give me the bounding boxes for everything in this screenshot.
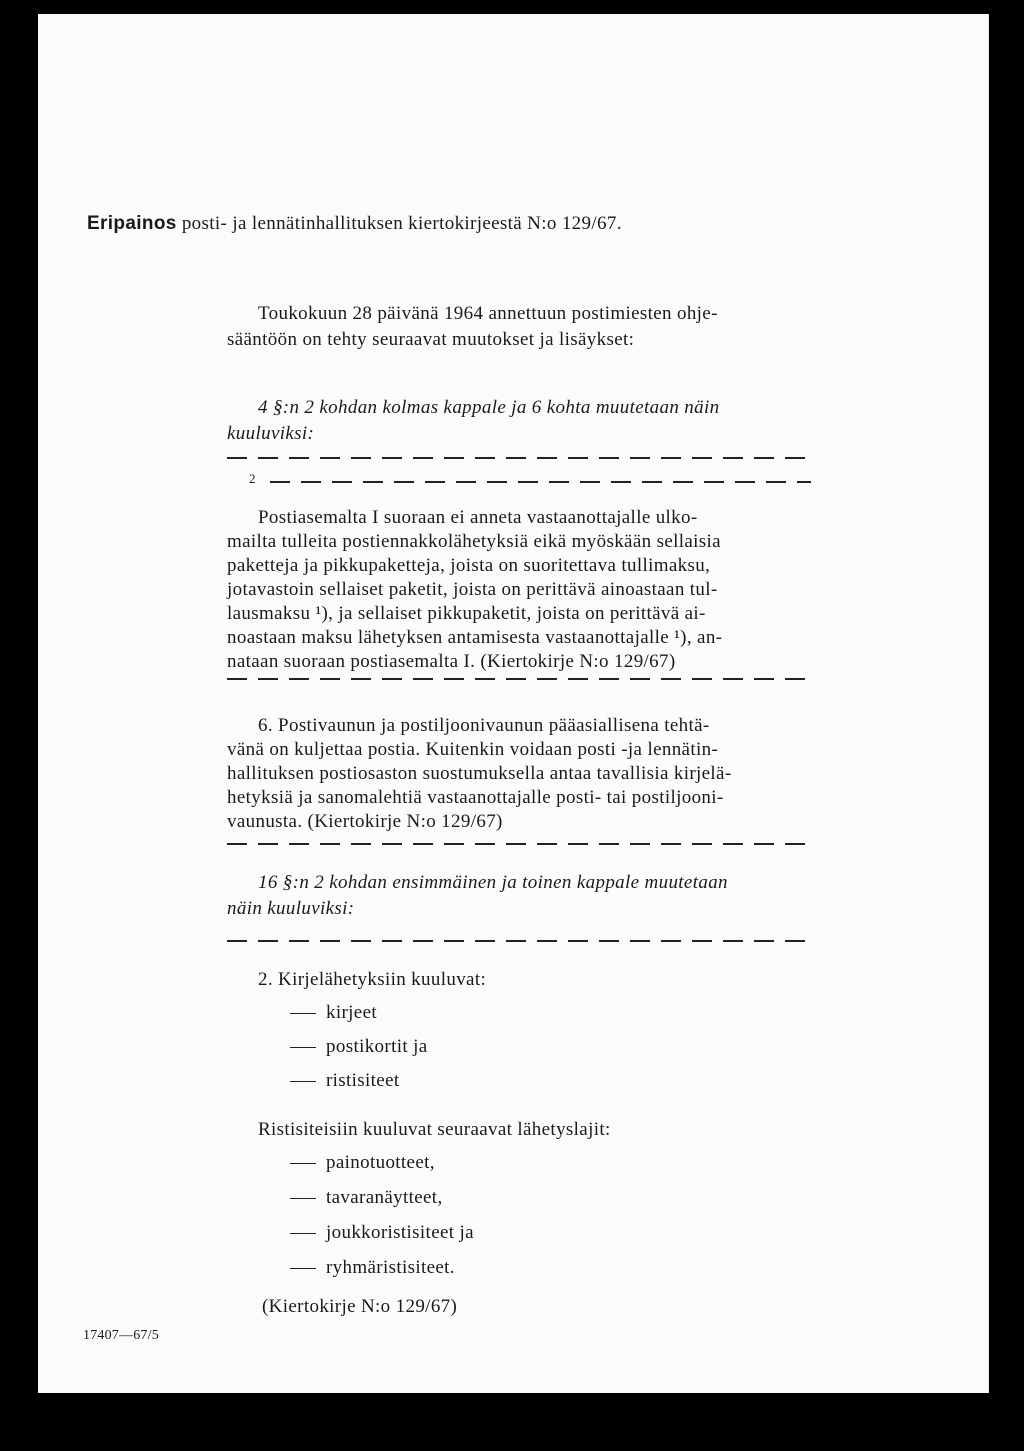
list-item-label: ristisiteet [326,1070,400,1091]
header-line [87,212,622,236]
header-text: posti- ja lennätinhallituksen kiertokirjeestä N:o 129/67. [176,213,622,234]
list-item-label: tavaranäytteet, [326,1187,443,1208]
paragraph-line: vänä on kuljettaa postia. Kuitenkin voidaan posti -ja lennätin- [227,739,719,760]
separator-dashes [270,481,811,483]
section16-subtitle: Ristisiteisiin kuuluvat seuraavat lähetyslajit: [258,1119,611,1140]
list-item [290,1069,400,1093]
paragraph-line: 6. Postivaunun ja postiljoonivaunun pääasiallisena tehtä- [258,715,710,736]
paragraph-line: vaunusta. (Kiertokirje N:o 129/67) [227,811,503,832]
list-item [290,1035,427,1059]
document-page [30,14,989,1393]
list-item [290,1151,435,1175]
paragraph-line: jotavastoin sellaiset paketit, joista on perittävä ainoastaan tul- [227,579,718,600]
footer-code: 17407—67/5 [83,1328,159,1343]
section16-heading-line-1: 16 §:n 2 kohdan ensimmäinen ja toinen kappale muutetaan [258,872,728,893]
section16-closing: (Kiertokirje N:o 129/67) [262,1296,458,1317]
list-item-label: kirjeet [326,1002,377,1023]
section4-marker: 2 [249,471,256,486]
dash-bullet-icon [290,1081,316,1082]
dash-bullet-icon [290,1047,316,1048]
intro-line-2: sääntöön on tehty seuraavat muutokset ja lisäykset: [227,329,635,350]
list-item [290,1221,474,1245]
paragraph-line: noastaan maksu lähetyksen antamisesta vastaanottajalle ¹), an- [227,627,723,648]
paragraph-line: mailta tulleita postiennakkolähetyksiä eikä myöskään sellaisia [227,531,721,552]
section4-heading-line-1: 4 §:n 2 kohdan kolmas kappale ja 6 kohta muutetaan näin [258,397,720,418]
dash-bullet-icon [290,1013,316,1014]
list-item [290,1256,455,1280]
list-item-label: painotuotteet, [326,1152,435,1173]
section4-heading-line-2: kuuluviksi: [227,423,315,444]
separator-dashes [227,843,811,845]
separator-dashes [227,678,811,680]
paragraph-line: hallituksen postiosaston suostumuksella antaa tavallisia kirjelä- [227,763,732,784]
scan-edge-left [30,14,38,1393]
dash-bullet-icon [290,1163,316,1164]
paragraph-line: nataan suoraan postiasemalta I. (Kiertokirje N:o 129/67) [227,651,676,672]
list-item-label: joukkoristisiteet ja [326,1222,474,1243]
list-item-label: ryhmäristisiteet. [326,1257,455,1278]
header-bold: Eripainos [87,213,177,234]
scan-edge-right [988,14,989,1393]
section16-item-title: 2. Kirjelähetyksiin kuuluvat: [258,969,487,990]
intro-line-1: Toukokuun 28 päivänä 1964 annettuun postimiesten ohje- [258,303,718,324]
dash-bullet-icon [290,1198,316,1199]
list-item [290,1186,443,1210]
paragraph-line: Postiasemalta I suoraan ei anneta vastaanottajalle ulko- [258,507,698,528]
paragraph-line: lausmaksu ¹), ja sellaiset pikkupaketit, joista on perittävä ai- [227,603,706,624]
dash-bullet-icon [290,1233,316,1234]
paragraph-line: hetyksiä ja sanomalehtiä vastaanottajalle posti- tai postiljooni- [227,787,724,808]
separator-dashes [227,457,811,459]
section16-heading-line-2: näin kuuluviksi: [227,898,355,919]
separator-dashes [227,940,811,942]
list-item-label: postikortit ja [326,1036,428,1057]
dash-bullet-icon [290,1268,316,1269]
list-item [290,1001,377,1025]
paragraph-line: paketteja ja pikkupaketteja, joista on suoritettava tullimaksu, [227,555,711,576]
